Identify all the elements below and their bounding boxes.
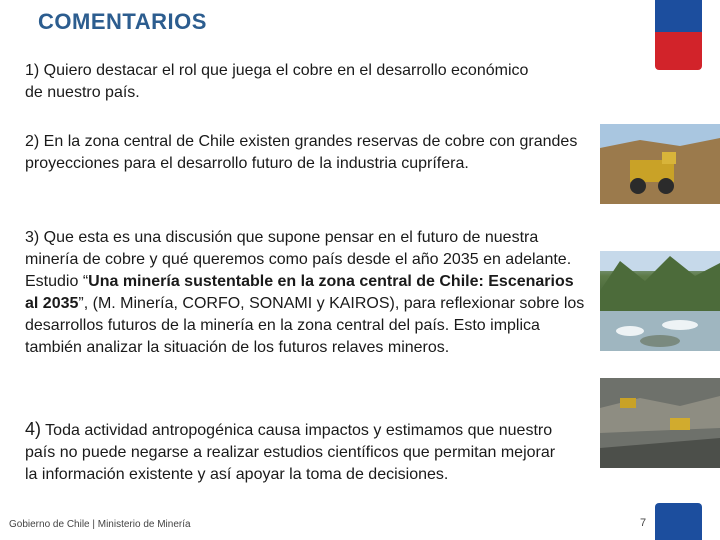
- river-valley-photo: [600, 251, 720, 351]
- chile-flag-footer: [655, 503, 702, 540]
- comment-number: 2): [25, 133, 40, 150]
- page-number: 7: [640, 517, 647, 529]
- comment-text: Quiero destacar el rol que juega el cobre en el desarrollo económico de nuestro país.: [25, 62, 529, 101]
- slide-title: COMENTARIOS: [38, 9, 207, 34]
- comment-1: [25, 60, 535, 104]
- comment-text: En la zona central de Chile existen grandes reservas de cobre con grandes proyecciones para el desarrollo futuro de la industria cuprífera.: [25, 133, 578, 172]
- comment-number: 4): [25, 419, 42, 439]
- comment-text: Toda actividad antropogénica causa impactos y estimamos que nuestro país no puede negarse a realizar estudios científicos que permitan mejorar la información existente y así apoyar la toma de decisiones.: [25, 422, 556, 483]
- comment-3: [25, 227, 585, 359]
- study-title: Una minería sustentable en la zona central de Chile: Escenarios al 2035: [25, 273, 574, 312]
- comment-text: Que esta es una discusión que supone pensar en el futuro de nuestra minería de cobre y qué queremos como país desde el año 2035 en adelante. Estudio “: [25, 229, 572, 290]
- footer-text: Gobierno de Chile | Ministerio de Minería: [9, 519, 191, 530]
- comment-text: ”, (M. Minería, CORFO, SONAMI y KAIROS), para reflexionar sobre los desarrollos futuros de la minería en la zona central del país. Esto implica también analizar la situación de los futuros relaves mineros.: [25, 295, 585, 356]
- comment-2: [25, 131, 585, 175]
- open-pit-mine-photo: [600, 378, 720, 468]
- comment-number: 1): [25, 62, 40, 79]
- mining-truck-photo: [600, 124, 720, 204]
- comment-4: [25, 418, 570, 486]
- chile-flag-logo: [655, 0, 702, 70]
- comment-number: 3): [25, 229, 40, 246]
